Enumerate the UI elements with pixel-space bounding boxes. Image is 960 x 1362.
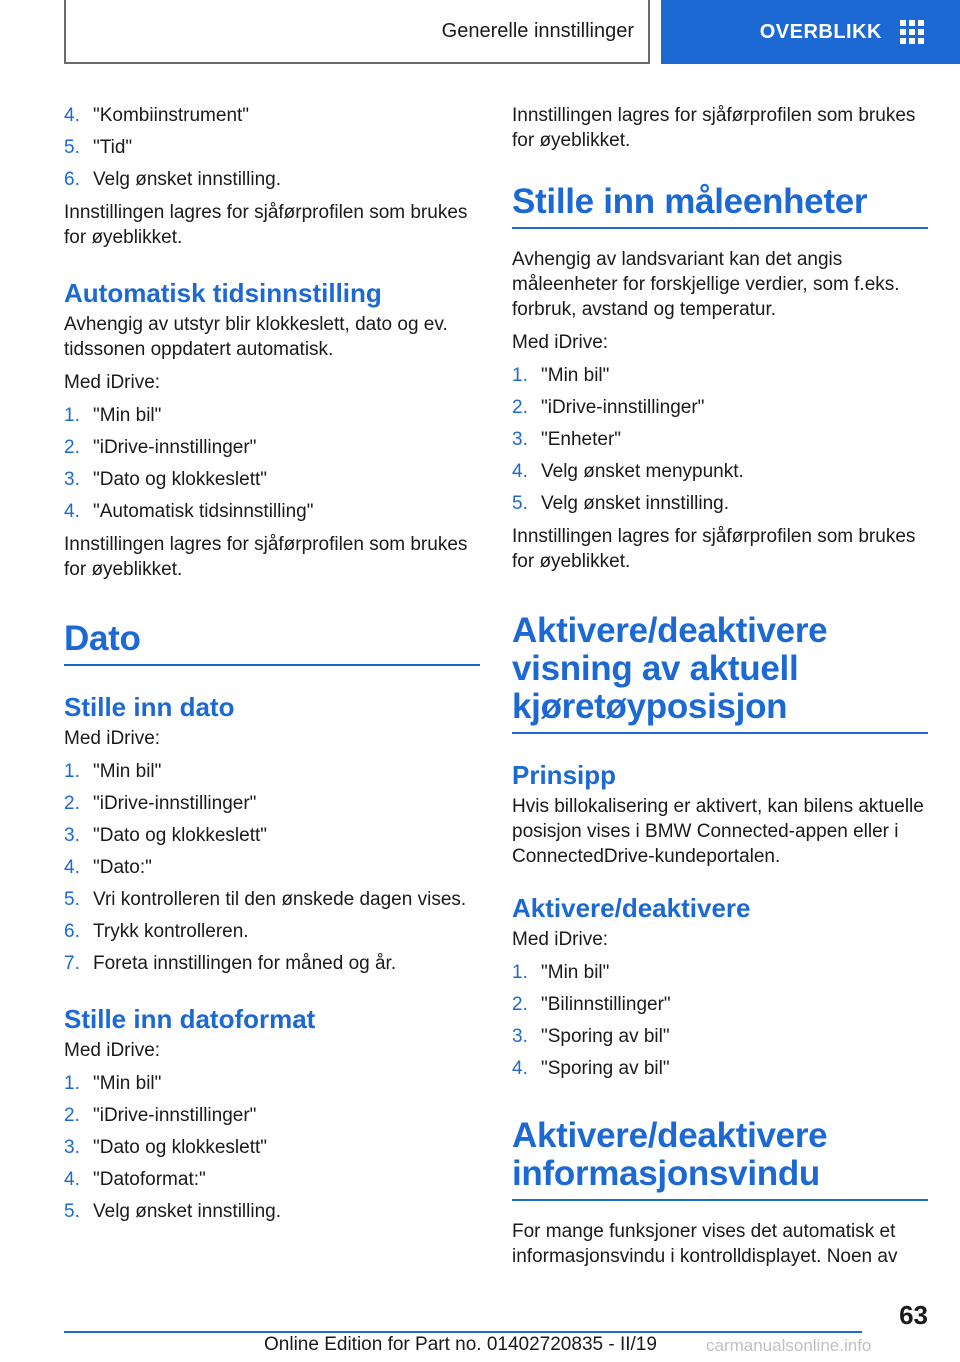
page-header (0, 0, 960, 66)
heading-units: Stille inn måleenheter (512, 183, 928, 229)
heading-activate: Aktivere/deaktivere (512, 893, 751, 923)
footer-divider (64, 1331, 862, 1333)
list-item: 5. Velg ønsket innstilling. (64, 1201, 281, 1222)
left-column (64, 100, 480, 1232)
paragraph: Hvis billokalisering er aktivert, kan bilens aktuelle posisjon vises i BMW Connected-appen eller i ConnectedDrive-kundeportalen. (512, 796, 924, 867)
heading-date: Dato (64, 620, 480, 666)
steps-list (64, 103, 480, 192)
overview-nav-button[interactable] (661, 0, 960, 64)
paragraph: Avhengig av utstyr blir klokkeslett, dato og ev. tidssonen oppdatert automatisk. (64, 314, 448, 360)
paragraph: Innstillingen lagres for sjåførprofilen som brukes for øyeblikket. (512, 105, 916, 151)
paragraph: Med iDrive: (64, 372, 161, 393)
page-number: 63 (899, 1300, 928, 1330)
list-item: 2. "iDrive-innstillinger" (64, 1105, 257, 1126)
list-item: 1. "Min bil" (64, 761, 162, 782)
list-item: 4. Velg ønsket menypunkt. (512, 461, 744, 482)
steps-list (512, 363, 928, 516)
steps-list (512, 960, 928, 1081)
right-column (512, 100, 928, 1277)
steps-list (64, 759, 480, 976)
list-item: 1. "Min bil" (64, 1073, 162, 1094)
paragraph: Med iDrive: (512, 929, 609, 950)
list-item: 3. "Dato og klokkeslett" (64, 825, 268, 846)
list-item: 4. "Sporing av bil" (512, 1058, 670, 1079)
list-item: 3. "Sporing av bil" (512, 1026, 670, 1047)
list-item: 2. "iDrive-innstillinger" (512, 397, 705, 418)
steps-list (64, 403, 480, 524)
paragraph: Med iDrive: (512, 332, 609, 353)
heading-info-window: Aktivere/deaktivere informasjonsvindu (512, 1117, 928, 1201)
list-item: 3. "Enheter" (512, 429, 622, 450)
paragraph: Avhengig av landsvariant kan det angis måleenheter for forskjellige verdier, som f.eks. forbruk, avstand og temperatur. (512, 249, 900, 320)
paragraph: Med iDrive: (64, 728, 161, 749)
watermark: carmanualsonline.info (706, 1336, 872, 1355)
list-item: 4. "Kombiinstrument" (64, 105, 250, 126)
list-item: 6. Trykk kontrolleren. (64, 921, 249, 942)
paragraph: Innstillingen lagres for sjåførprofilen som brukes for øyeblikket. (64, 534, 468, 580)
list-item: 4. "Automatisk tidsinnstilling" (64, 501, 314, 522)
heading-date-format: Stille inn datoformat (64, 1004, 316, 1034)
list-item: 2. "iDrive-innstillinger" (64, 793, 257, 814)
list-item: 3. "Dato og klokkeslett" (64, 1137, 268, 1158)
list-item: 3. "Dato og klokkeslett" (64, 469, 268, 490)
heading-principle: Prinsipp (512, 760, 617, 790)
paragraph: Med iDrive: (64, 1040, 161, 1061)
list-item: 5. "Tid" (64, 137, 133, 158)
list-item: 5. Vri kontrolleren til den ønskede dagen vises. (64, 889, 467, 910)
steps-list (64, 1071, 480, 1224)
grid-icon (900, 20, 924, 44)
heading-set-date: Stille inn dato (64, 692, 235, 722)
list-item: 2. "Bilinnstillinger" (512, 994, 671, 1015)
list-item: 4. "Dato:" (64, 857, 152, 878)
section-title: Generelle innstillinger (64, 0, 650, 64)
heading-vehicle-position: Aktivere/deaktivere visning av aktuell kjøretøyposisjon (512, 612, 928, 734)
list-item: 2. "iDrive-innstillinger" (64, 437, 257, 458)
paragraph: Innstillingen lagres for sjåførprofilen som brukes for øyeblikket. (64, 202, 468, 248)
overview-nav-label: OVERBLIKK (759, 20, 882, 43)
list-item: 1. "Min bil" (64, 405, 162, 426)
paragraph: Innstillingen lagres for sjåførprofilen som brukes for øyeblikket. (512, 526, 916, 572)
list-item: 7. Foreta innstillingen for måned og år. (64, 953, 397, 974)
list-item: 1. "Min bil" (512, 365, 610, 386)
list-item: 6. Velg ønsket innstilling. (64, 169, 281, 190)
list-item: 1. "Min bil" (512, 962, 610, 983)
list-item: 5. Velg ønsket innstilling. (512, 493, 729, 514)
list-item: 4. "Datoformat:" (64, 1169, 206, 1190)
edition-text: Online Edition for Part no. 01402720835 - II/19 (264, 1334, 657, 1355)
heading-automatic-time: Automatisk tidsinnstilling (64, 278, 382, 308)
paragraph: For mange funksjoner vises det automatisk et informasjonsvindu i kontrolldisplayet. Noen av (512, 1221, 898, 1267)
